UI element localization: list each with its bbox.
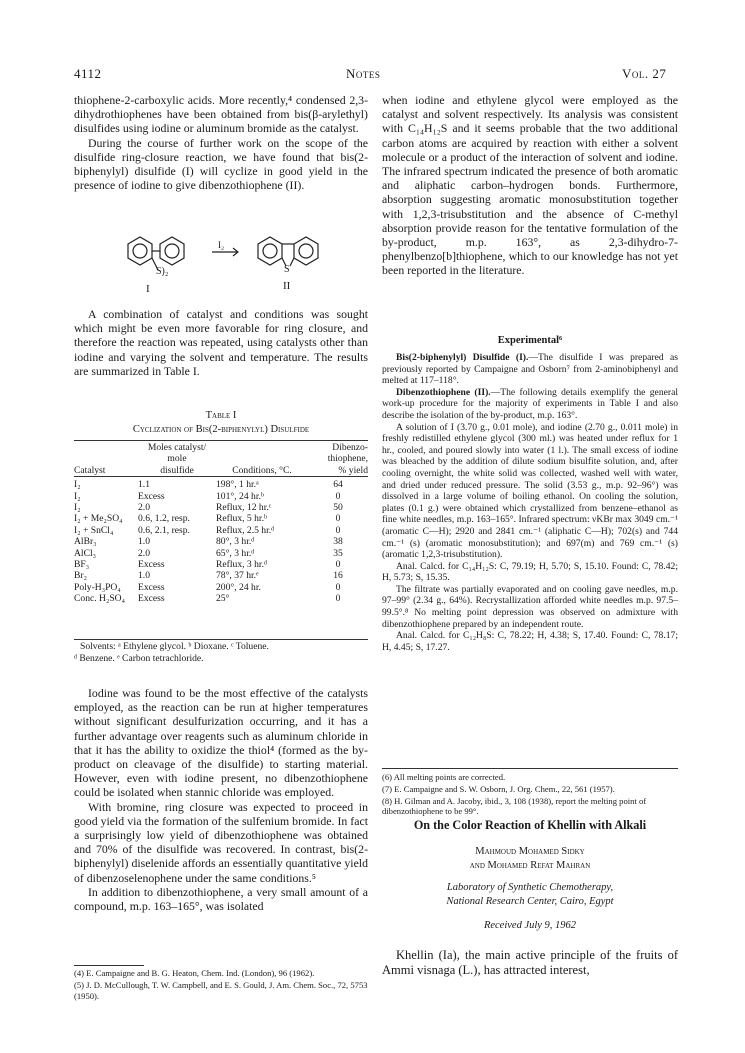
column-header: mole — [167, 453, 187, 465]
author-line: and Mohamed Refat Mahran — [469, 860, 591, 871]
paragraph: Iodine was found to be the most effective of the catalysts employed, as the reaction can be run at higher temperatures without significant desulfurization occurring, and it has a further advantage over reagents such as aluminum chloride in that it has the ability to oxidize the thiol⁴ (formed as the by-product on cleavage of the disulfide) to starting material. However, even with iodine present, no dibenzothiophene could be isolated when stannic chloride was employed. — [74, 686, 368, 800]
section-heading: Experimental⁶ — [497, 335, 563, 346]
table-row — [74, 548, 368, 559]
table-row — [74, 502, 368, 513]
table-row — [74, 513, 368, 524]
table-footnote: ᵈ Benzene. ᵉ Carbon tetrachloride. — [74, 653, 204, 664]
table-cell: 25° — [216, 593, 230, 605]
compound-label-II: II — [283, 280, 291, 292]
received-date: Received July 9, 1962 — [483, 920, 577, 931]
table-cell: 198°, 1 hr.ᵃ — [216, 479, 259, 491]
table-cell: Excess — [138, 559, 165, 571]
table-cell: Reflux, 12 hr.ᶜ — [216, 502, 272, 514]
table-cell: I₂ — [74, 479, 81, 491]
table-caption: Cyclization of Bis(2-biphenylyl) Disulfide — [132, 424, 310, 435]
footnote: (6) All melting points are corrected. — [382, 772, 506, 782]
footnotes-left — [74, 968, 368, 1002]
table-cell: 0 — [335, 559, 341, 571]
table-cell: 1.0 — [138, 536, 150, 548]
paragraph — [382, 387, 678, 422]
paragraph: Khellin (Ia), the main active principle of the fruits of Ammi visnaga (L.), has attracted interest, — [382, 948, 678, 977]
affiliation: Laboratory of Synthetic Chemotherapy, — [446, 882, 614, 893]
table-cell: 0.6, 1.2, resp. — [138, 513, 190, 525]
paragraph: The filtrate was partially evaporated and on cooling gave needles, m.p. 97–99° (2.34 g., 64%). Recrystallization afforded white needles m.p. 97.5–99.5°.⁸ No melting point depression was observed on admixture with dibenzothiophene prepared by an independent route. — [382, 583, 678, 630]
table-cell: I₂ + SnCl₄ — [74, 524, 114, 536]
table-row — [74, 525, 368, 536]
table-row — [74, 582, 368, 593]
table-label: Table I — [205, 410, 237, 421]
subheading: Dibenzothiophene (II). — [396, 386, 491, 398]
table-cell: 0 — [335, 524, 341, 536]
column-header: Conditions, °C. — [232, 464, 292, 476]
volume-label: Vol. 27 — [622, 66, 667, 81]
table-cell: 101°, 24 hr.ᵇ — [216, 490, 264, 502]
table-cell: AlBr₃ — [74, 536, 97, 548]
affiliation: National Research Center, Cairo, Egypt — [446, 896, 614, 907]
table-cell: 2.0 — [138, 502, 150, 514]
footnote: (8) H. Gilman and A. Jacoby, ibid., 3, 108 (1938), report the melting point of dibenzothiophene to be 99°. — [382, 795, 647, 817]
experimental-section — [382, 352, 678, 653]
paragraph-text: —The following details exemplify the general work-up procedure for the majority of experiments in Table I and also describe the isolation of the by-product, m.p. 163°. — [382, 386, 678, 421]
table-cell: 80°, 3 hr.ᵈ — [216, 536, 255, 548]
table-cell: I₂ — [74, 490, 81, 502]
table-cell: 65°, 3 hr.ᵈ — [216, 547, 255, 559]
table-cell: 0 — [335, 490, 341, 502]
table-cell: Reflux, 5 hr.ᵇ — [216, 513, 267, 525]
table-cell: 50 — [333, 502, 343, 514]
table-cell: BF₃ — [74, 559, 90, 571]
table-row — [74, 479, 368, 490]
footnote: (4) E. Campaigne and B. G. Heaton, Chem. Ind. (London), 96 (1962). — [74, 968, 315, 978]
table-footnote: Solvents: ᵃ Ethylene glycol. ᵇ Dioxane. ᶜ Toluene. — [80, 641, 269, 652]
compound-label-I: I — [146, 283, 150, 295]
paragraph: Anal. Calcd. for C₁₂H₈S: C, 78.22; H, 4.38; S, 17.40. Found: C, 78.17; H, 4.45; S, 17.27. — [382, 630, 678, 653]
footnote: (7) E. Campaigne and S. W. Osborn, J. Org. Chem., 22, 561 (1957). — [382, 783, 615, 794]
table-cell: 64 — [333, 479, 343, 491]
author-line: Mahmoud Mohamed Sidky — [475, 846, 585, 857]
table-cell: 0.6, 2.1, resp. — [138, 524, 190, 536]
paragraph: A solution of I (3.70 g., 0.01 mole), and iodine (2.70 g., 0.011 mole) in freshly redistilled ethylene glycol (300 ml.) was heated under reflux for 1 hr., cooled, and poured slowly into water (1 l.). The small excess of iodine was bleached by the addition of dilute sodium bisulfite solution, and, after cooling overnight, the white solid was collected, washed well with water, and dried under reduced pressure. The solid (3.53 g., m.p. 92–96°) was dissolved in a large volume of boiling ethanol. On cooling the solution, plates (0.1 g.) were obtained which crystallized from benzene–ethanol as fine white needles, m.p. 163–165°. Infrared spectrum: νKBr max 3049 cm.⁻¹ (aromatic C—H); 2920 and 2841 cm.⁻¹ (aliphatic C—H); 702(s) and 744 cm.⁻¹ (s) (aromatic monosubstitution); and 697(m) and 769 cm.⁻¹ (s) (aromatic 1,2,3-trisubstitution). — [382, 421, 678, 561]
table-cell: Br₂ — [74, 570, 87, 582]
column-header: % yield — [338, 464, 368, 476]
table-cell: Reflux, 2.5 hr.ᵈ — [216, 524, 275, 536]
table-cell: 78°, 37 hr.ᵉ — [216, 570, 259, 582]
table-cell: Excess — [138, 581, 165, 593]
left-column-cont — [74, 307, 368, 378]
paragraph: A combination of catalyst and conditions was sought which might be even more favorable for ring closure, and therefore the reaction was repeated, using catalysts other than iodine and varying the solvent and temperature. The results are summarized in Table I. — [74, 307, 368, 378]
table-cell: I₂ — [74, 502, 81, 514]
paragraph: In addition to dibenzothiophene, a very small amount of a compound, m.p. 163–165°, was isolated — [74, 884, 368, 914]
table-row — [74, 559, 368, 570]
running-head: Notes — [346, 66, 381, 81]
article-intro — [382, 948, 678, 978]
table-row — [74, 491, 368, 502]
table-cell: Excess — [138, 593, 165, 605]
subheading: Bis(2-biphenylyl) Disulfide (I). — [396, 352, 529, 363]
table-cell: 35 — [333, 547, 343, 559]
data-table — [74, 442, 368, 605]
column-header: Moles catalyst/ — [147, 442, 207, 453]
table-cell: 1.1 — [138, 479, 150, 491]
table-cell: Reflux, 3 hr.ᵈ — [216, 559, 267, 571]
table-cell: 38 — [333, 536, 343, 548]
column-header: Catalyst — [74, 464, 106, 476]
table-cell: Conc. H₂SO₄ — [74, 593, 125, 605]
paragraph-text: —The disulfide I was prepared as previously reported by Campaigne and Osborn⁷ from 2-aminobiphenyl and melted at 117–118°. — [382, 352, 678, 387]
table-cell: AlCl₃ — [74, 547, 97, 559]
table-cell: 200°, 24 hr. — [216, 581, 261, 593]
paragraph: when iodine and ethylene glycol were employed as the catalyst and solvent respectively. Its analysis was consistent with C₁₄H₁₂S and it seems probable that the two additional carbon atoms are acquired by reaction with either a solvent molecule or a product of the interaction of solvent and iodine. The infrared spectrum indicated the presence of both aromatic and aliphatic carbon–hydrogen bonds. Furthermore, absorption suggesting aromatic monosubstitution together with 1,2,3-trisubstitution and the absence of C-methyl absorption provide reason for the tentative formulation of the by-product, m.p. 163°, as 2,3-dihydro-7-phenylbenzo[b]thiophene, which to our knowledge has not yet been reported in the literature. — [382, 93, 678, 278]
table-cell: 1.0 — [138, 570, 150, 582]
table-cell: 2.0 — [138, 547, 150, 559]
table-cell: I₂ + Me₂SO₄ — [74, 513, 123, 525]
table-cell: Excess — [138, 490, 165, 502]
table-cell: Poly-H₃PO₄ — [74, 581, 121, 593]
table-cell: 0 — [335, 593, 341, 605]
table-row — [74, 536, 368, 547]
footnotes-right — [382, 772, 678, 818]
page-number: 4112 — [74, 66, 102, 81]
left-column — [74, 93, 368, 192]
left-column-body — [74, 686, 368, 913]
reaction-scheme — [110, 232, 340, 302]
table-row — [74, 593, 368, 604]
paragraph — [382, 352, 678, 387]
paragraph: thiophene-2-carboxylic acids. More recently,⁴ condensed 2,3-dihydrothiophenes have been obtained from bis(β-arylethyl) disulfides using iodine or aluminum bromide as the catalyst. — [74, 93, 368, 136]
table-row — [74, 570, 368, 581]
footnote: (5) J. D. McCullough, T. W. Campbell, and E. S. Gould, J. Am. Chem. Soc., 72, 5753 (1950). — [74, 979, 368, 1001]
scheme-substituent: S)₂ — [156, 266, 169, 277]
paragraph: During the course of further work on the scope of the disulfide ring-closure reaction, we have found that bis(2-biphenylyl) disulfide (I) will cyclize in good yield in the presence of iodine to give dibenzothiophene (II). — [74, 135, 368, 193]
column-header: thiophene, — [327, 453, 368, 465]
scheme-reagent: I₂ — [218, 240, 225, 250]
column-header: disulfide — [160, 464, 194, 476]
scheme-sulfur: S — [284, 264, 290, 275]
table-cell: 0 — [335, 581, 341, 593]
table-cell: 0 — [335, 513, 341, 525]
right-column — [382, 93, 678, 278]
table-header — [74, 442, 368, 453]
paragraph: Anal. Calcd. for C₁₄H₁₂S: C, 79.19; H, 5.70; S, 15.10. Found: C, 78.42; H, 5.73; S, 15.35. — [382, 560, 678, 584]
table-cell: 16 — [333, 570, 343, 582]
article-title: On the Color Reaction of Khellin with Alkali — [413, 818, 647, 832]
column-header: Dibenzo- — [332, 442, 368, 453]
paragraph: With bromine, ring closure was expected to proceed in good yield via the formation of the sulfenium bromide. In fact a surprisingly low yield of dibenzothiophene was obtained and 70% of the disulfide was recovered. In contrast, bis(2-biphenylyl) diselenide affords an essentially quantitative yield of dibenzoselenophene under the same conditions.⁵ — [74, 799, 368, 885]
